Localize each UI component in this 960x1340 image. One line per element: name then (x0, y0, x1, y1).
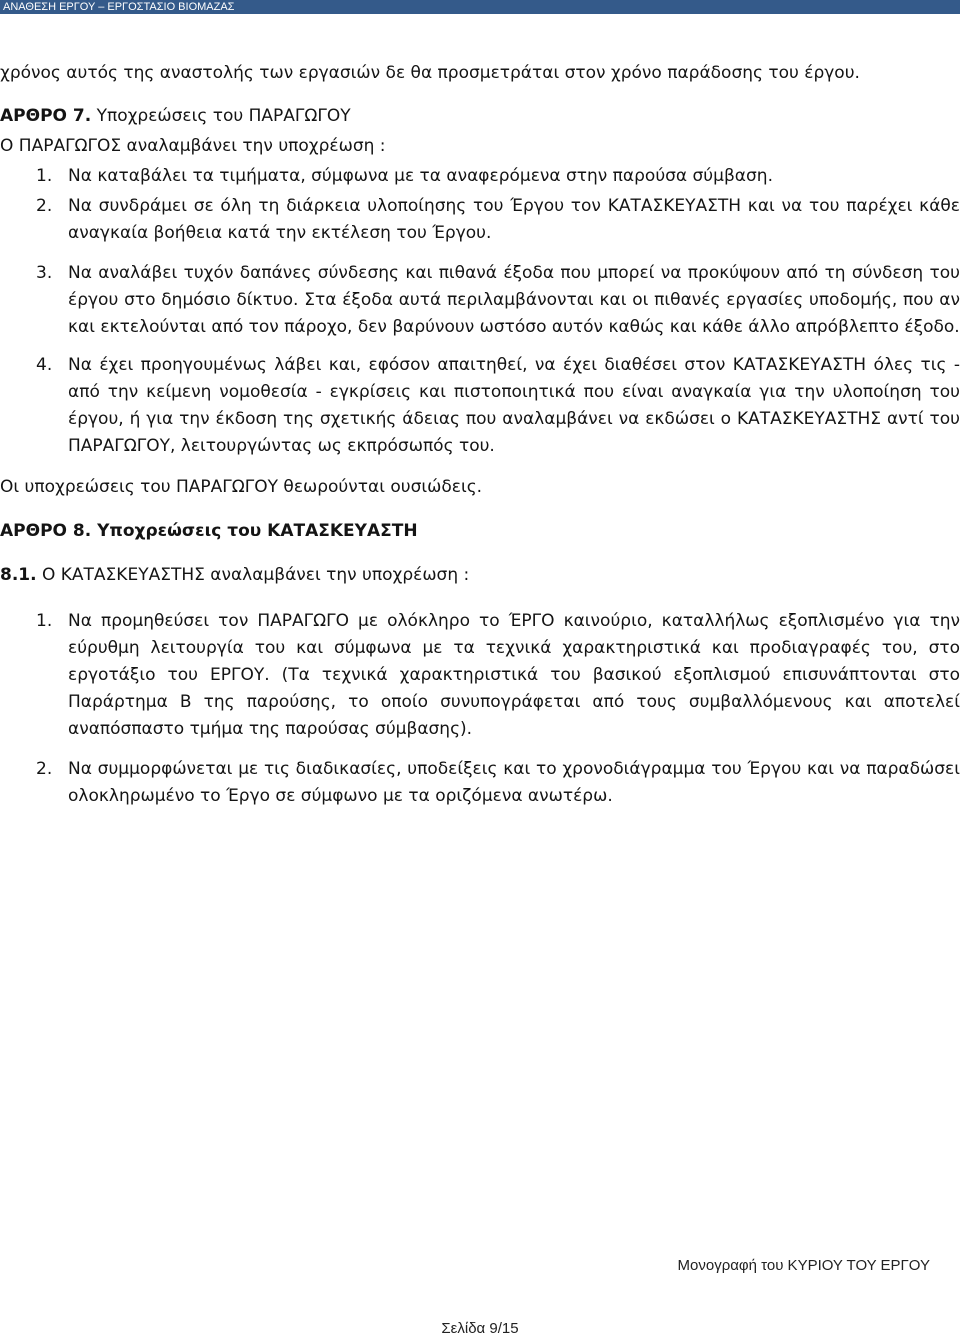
item-number: 4. (36, 355, 53, 375)
article-8-label: ΑΡΘΡΟ 8. (0, 521, 92, 541)
header-title: ΑΝΑΘΕΣΗ ΕΡΓΟΥ – ΕΡΓΟΣΤΑΣΙΟ ΒΙΟΜΑΖΑΣ (3, 1, 235, 13)
intro-paragraph: χρόνος αυτός της αναστολής των εργασιών δε θα προσμετράται στον χρόνο παράδοσης του έργου. (0, 63, 860, 83)
item-number: 2. (36, 196, 53, 216)
item-number: 1. (36, 166, 53, 186)
article-8-title: Υποχρεώσεις του ΚΑΤΑΣΚΕΥΑΣΤΗ (91, 521, 418, 541)
page-number: Σελίδα 9/15 (441, 1320, 519, 1337)
article-8-heading (0, 518, 960, 545)
item-text: Να αναλάβει τυχόν δαπάνες σύνδεσης και πιθανά έξοδα που μπορεί να προκύψουν από τη σύνδεση του έργου στο δημόσιο δίκτυο. Στα έξοδα αυτά περιλαμβάνονται και οι πιθανές εργασίες υποδομής, που αν και εκτελούνται από τον πάροχο, δεν βαρύνουν ωστόσο αυτόν καθώς και κάθε άλλο απρόβλεπτο έξοδο. (68, 263, 960, 337)
item-number: 2. (36, 759, 53, 779)
item-number: 1. (36, 611, 53, 631)
document-body (0, 60, 960, 810)
item-number: 3. (36, 263, 53, 283)
list-item (0, 352, 960, 460)
list-item (0, 756, 960, 810)
signature-label: Μονογραφή του ΚΥΡΙΟΥ ΤΟΥ ΕΡΓΟΥ (677, 1257, 930, 1274)
article-7-heading (0, 103, 960, 130)
article-7-closing: Οι υποχρεώσεις του ΠΑΡΑΓΩΓΟΥ θεωρούνται ουσιώδεις. (0, 477, 483, 497)
list-item (0, 193, 960, 247)
article-7-title: Υποχρεώσεις του ΠΑΡΑΓΩΓΟΥ (91, 106, 351, 126)
item-text: Να συνδράμει σε όλη τη διάρκεια υλοποίησης του Έργου τον ΚΑΤΑΣΚΕΥΑΣΤΗ και να του παρέχει κάθε αναγκαία βοήθεια κατά την εκτέλεση του Έργου. (68, 196, 960, 243)
item-text: Να προμηθεύσει τον ΠΑΡΑΓΩΓΟ με ολόκληρο το ΈΡΓΟ καινούριο, καταλλήλως εξοπλισμένο για την εύρυθμη λειτουργία του και σύμφωνα με τα τεχνικά χαρακτηριστικά και προδιαγραφές του, στο εργοτάξιο του ΕΡΓΟΥ. (Τα τεχνικά χαρακτηριστικά του βασικού εξοπλισμού επισυνάπτονται στο Παράρτημα Β της παρούσης, το οποίο συνυπογράφεται από τους συμβαλλόμενους και αποτελεί αναπόσπαστο τμήμα της παρούσας σύμβασης). (68, 611, 960, 739)
list-item (0, 163, 960, 190)
item-text: Να καταβάλει τα τιμήματα, σύμφωνα με τα αναφερόμενα στην παρούσα σύμβαση. (68, 166, 773, 186)
article-8-1-heading (0, 562, 960, 589)
list-item (0, 260, 960, 341)
article-7-lead: Ο ΠΑΡΑΓΩΓΟΣ αναλαμβάνει την υποχρέωση : (0, 136, 386, 156)
item-text: Να έχει προηγουμένως λάβει και, εφόσον απαιτηθεί, να έχει διαθέσει στον ΚΑΤΑΣΚΕΥΑΣΤΗ όλες τις - από την κείμενη νομοθεσία - εγκρίσεις και πιστοποιητικά που είναι αναγκαία για την υλοποίηση του έργου, ή για την έκδοση της σχετικής άδειας που αναλαμβάνει να εκδώσει ο ΚΑΤΑΣΚΕΥΑΣΤΗΣ αντί του ΠΑΡΑΓΩΓΟΥ, λειτουργώντας ως εκπρόσωπός του. (68, 355, 960, 456)
article-8-1-text: Ο ΚΑΤΑΣΚΕΥΑΣΤΗΣ αναλαμβάνει την υποχρέωση : (36, 565, 470, 585)
article-7-label: ΑΡΘΡΟ 7. (0, 106, 92, 126)
article-8-1-label: 8.1. (0, 565, 37, 585)
document-header (0, 0, 960, 14)
item-text: Να συμμορφώνεται με τις διαδικασίες, υποδείξεις και το χρονοδιάγραμμα του Έργου και να παραδώσει ολοκληρωμένο το Έργο σε σύμφωνο με τα οριζόμενα ανωτέρω. (68, 759, 960, 806)
list-item (0, 608, 960, 743)
